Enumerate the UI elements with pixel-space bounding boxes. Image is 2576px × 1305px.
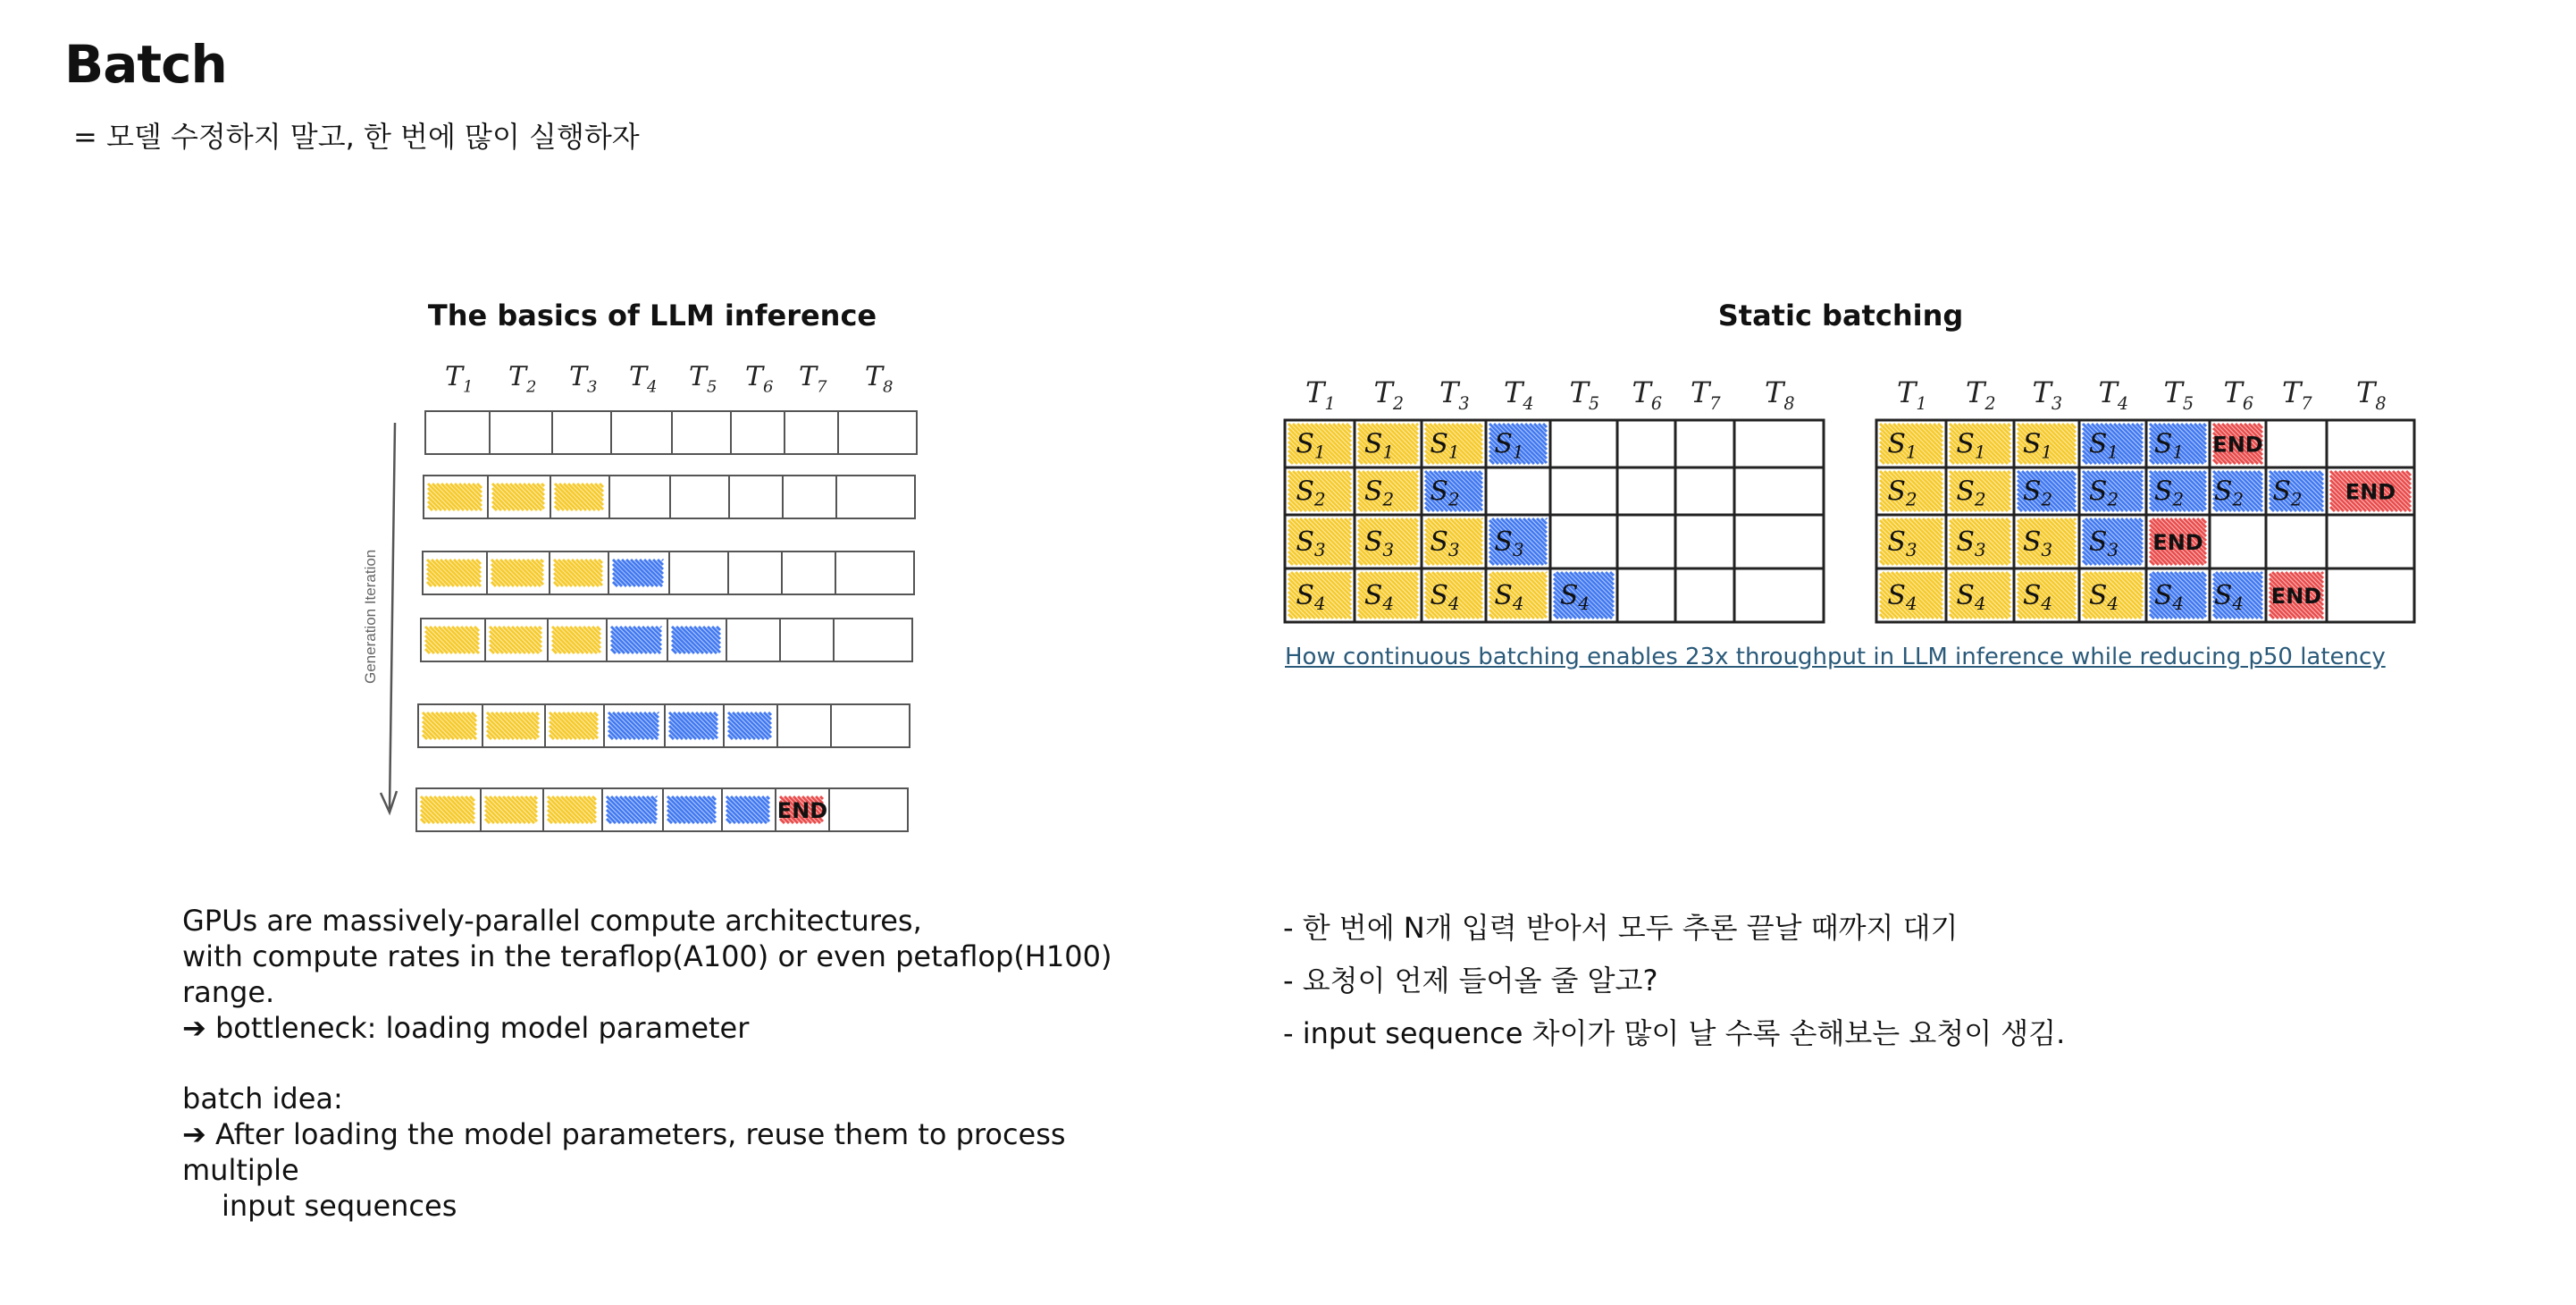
sequence-label: $S_3$ xyxy=(1887,526,1917,560)
note-line: with compute rates in the teraflop(A100) or even petaflop(H100) range. xyxy=(182,939,1112,1009)
source-link[interactable]: How continuous batching enables 23x throughput in LLM inference while reducing p50 latency xyxy=(1285,644,2386,670)
sequence-label: $S_1$ xyxy=(2153,428,2185,463)
batch-cell xyxy=(2327,420,2414,467)
batch-cell xyxy=(1734,467,1824,515)
batch-cell xyxy=(1617,420,1675,467)
token-label: $T_3$ xyxy=(2032,375,2063,414)
token-label: $T_5$ xyxy=(2163,375,2194,414)
iteration-row xyxy=(416,788,908,831)
sequence-label: $S_1$ xyxy=(2088,428,2119,463)
token-label: $T_1$ xyxy=(1305,375,1336,414)
token-label: $T_2$ xyxy=(508,361,537,397)
token-label: $T_7$ xyxy=(799,361,827,397)
token-cell xyxy=(728,551,782,594)
right-notes xyxy=(1283,910,2266,1068)
sequence-label: $S_1$ xyxy=(2022,428,2053,463)
token-cell xyxy=(838,411,917,454)
batch-cell xyxy=(1617,515,1675,568)
sequence-label: $S_4$ xyxy=(2153,580,2185,614)
batch-cell xyxy=(1675,568,1734,622)
note-line: - 요청이 언제 들어올 줄 알고? xyxy=(1283,964,1658,998)
sequence-label: $S_2$ xyxy=(2022,476,2053,510)
token-cell xyxy=(552,411,611,454)
sequence-label: $S_1$ xyxy=(1956,428,1986,463)
sequence-label: $S_3$ xyxy=(1296,526,1326,560)
note-line: ➔ bottleneck: loading model parameter xyxy=(182,1011,750,1045)
token-cell xyxy=(777,704,831,747)
token-label: $T_8$ xyxy=(2356,375,2387,414)
sequence-label: $S_2$ xyxy=(1296,476,1326,510)
sequence-label: $S_1$ xyxy=(1494,428,1524,463)
iteration-arrow xyxy=(390,423,395,809)
sequence-label: $S_1$ xyxy=(1364,428,1395,463)
static-batching-diagram xyxy=(1278,362,2430,630)
batch-cell xyxy=(1486,467,1550,515)
batch-cell xyxy=(1550,467,1617,515)
token-cell xyxy=(836,476,915,518)
sequence-label: $S_1$ xyxy=(1887,428,1917,463)
batch-cell xyxy=(1675,515,1734,568)
token-label: $T_3$ xyxy=(1439,375,1470,414)
token-cell xyxy=(782,551,835,594)
end-label: END xyxy=(2212,432,2263,458)
token-label: $T_8$ xyxy=(1765,375,1795,414)
sequence-label: $S_4$ xyxy=(1430,580,1460,614)
token-cell xyxy=(490,411,552,454)
token-label: $T_7$ xyxy=(2282,375,2312,414)
batch-cell xyxy=(2266,420,2327,467)
sequence-label: $S_3$ xyxy=(1956,526,1986,560)
token-cell xyxy=(669,551,728,594)
sequence-label: $S_4$ xyxy=(1887,580,1917,614)
sequence-label: $S_4$ xyxy=(2088,580,2119,614)
token-cell xyxy=(726,619,780,661)
token-label: $T_2$ xyxy=(1966,375,1996,414)
sequence-label: $S_2$ xyxy=(1430,476,1460,510)
sequence-label: $S_4$ xyxy=(1364,580,1395,614)
token-cell xyxy=(829,788,908,831)
token-cell xyxy=(731,411,785,454)
token-label: $T_3$ xyxy=(569,361,598,397)
token-cell xyxy=(609,476,670,518)
batch-cell xyxy=(2210,515,2266,568)
token-label: $T_1$ xyxy=(1897,375,1927,414)
axis-label: Generation Iteration xyxy=(362,549,379,684)
token-label: $T_4$ xyxy=(629,361,658,397)
sequence-label: $S_3$ xyxy=(1430,526,1460,560)
token-label: $T_2$ xyxy=(1373,375,1405,414)
token-label: $T_7$ xyxy=(1691,375,1721,414)
sequence-label: $S_4$ xyxy=(1956,580,1986,614)
iteration-row xyxy=(418,704,910,747)
iteration-row xyxy=(424,476,915,518)
sequence-label: $S_4$ xyxy=(1559,580,1590,614)
token-cell xyxy=(835,551,914,594)
sequence-label: $S_4$ xyxy=(1296,580,1326,614)
sequence-label: $S_2$ xyxy=(2213,476,2245,510)
sequence-label: $S_2$ xyxy=(2153,476,2185,510)
batch-cell xyxy=(1617,467,1675,515)
batch-cell xyxy=(1550,515,1617,568)
token-cell xyxy=(780,619,834,661)
token-cell xyxy=(670,476,729,518)
batch-cell xyxy=(1734,568,1824,622)
end-label: END xyxy=(2270,584,2322,609)
token-label: $T_5$ xyxy=(1569,375,1600,414)
page-title: Batch xyxy=(64,34,227,95)
batch-cell xyxy=(1734,420,1824,467)
left-panel-title: The basics of LLM inference xyxy=(427,299,877,333)
sequence-label: $S_4$ xyxy=(2213,580,2245,614)
sequence-label: $S_3$ xyxy=(2022,526,2053,560)
batch-cell xyxy=(1617,568,1675,622)
sequence-label: $S_1$ xyxy=(1296,428,1326,463)
batch-cell xyxy=(2327,515,2414,568)
token-label: $T_4$ xyxy=(1504,375,1534,414)
continuous-batch-grid xyxy=(1876,375,2414,622)
token-label: $T_5$ xyxy=(689,361,717,397)
token-cell xyxy=(729,476,783,518)
token-label: $T_6$ xyxy=(2223,375,2254,414)
token-cell xyxy=(834,619,912,661)
note-line: - 한 번에 N개 입력 받아서 모두 추론 끝날 때까지 대기 xyxy=(1283,911,1959,945)
batch-cell xyxy=(2266,515,2327,568)
left-notes xyxy=(182,903,1129,1224)
token-cell xyxy=(672,411,731,454)
sequence-label: $S_3$ xyxy=(1364,526,1395,560)
token-cell xyxy=(831,704,910,747)
sequence-label: $S_1$ xyxy=(1430,428,1460,463)
sequence-label: $S_2$ xyxy=(1956,476,1986,510)
page-subtitle: = 모델 수정하지 말고, 한 번에 많이 실행하자 xyxy=(73,120,640,154)
batch-cell xyxy=(1675,467,1734,515)
token-label: $T_4$ xyxy=(2098,375,2129,414)
sequence-label: $S_4$ xyxy=(2022,580,2053,614)
batch-cell xyxy=(1734,515,1824,568)
sequence-label: $S_2$ xyxy=(2088,476,2119,510)
token-label: $T_8$ xyxy=(865,361,894,397)
iteration-row xyxy=(425,411,917,454)
token-label: $T_6$ xyxy=(745,361,774,397)
llm-inference-diagram xyxy=(340,353,929,863)
end-label: END xyxy=(2152,530,2203,555)
iteration-row xyxy=(421,619,912,661)
sequence-label: $S_3$ xyxy=(2088,526,2119,560)
end-label: END xyxy=(2345,479,2396,505)
sequence-label: $S_2$ xyxy=(1887,476,1917,510)
token-label: $T_1$ xyxy=(445,361,474,397)
note-line: - input sequence 차이가 많이 날 수록 손해보는 요청이 생김. xyxy=(1283,1016,2066,1050)
note-line: batch idea: xyxy=(182,1082,343,1116)
iteration-row xyxy=(423,551,914,594)
batch-cell xyxy=(2327,568,2414,622)
right-panel-title: Static batching xyxy=(1717,299,1964,333)
note-line: input sequences xyxy=(222,1189,457,1223)
sequence-label: $S_2$ xyxy=(1364,476,1395,510)
token-cell xyxy=(783,476,836,518)
batch-cell xyxy=(1675,420,1734,467)
token-cell xyxy=(785,411,838,454)
sequence-label: $S_4$ xyxy=(1494,580,1524,614)
static-batch-grid xyxy=(1285,375,1824,622)
batch-cell xyxy=(1550,420,1617,467)
note-line: ➔ After loading the model parameters, reuse them to process multiple xyxy=(182,1117,1066,1187)
token-label: $T_6$ xyxy=(1632,375,1663,414)
end-label: END xyxy=(776,798,828,823)
sequence-label: $S_3$ xyxy=(1494,526,1524,560)
token-cell xyxy=(425,411,490,454)
sequence-label: $S_2$ xyxy=(2272,476,2303,510)
note-line: GPUs are massively-parallel compute architectures, xyxy=(182,904,922,938)
token-cell xyxy=(611,411,672,454)
